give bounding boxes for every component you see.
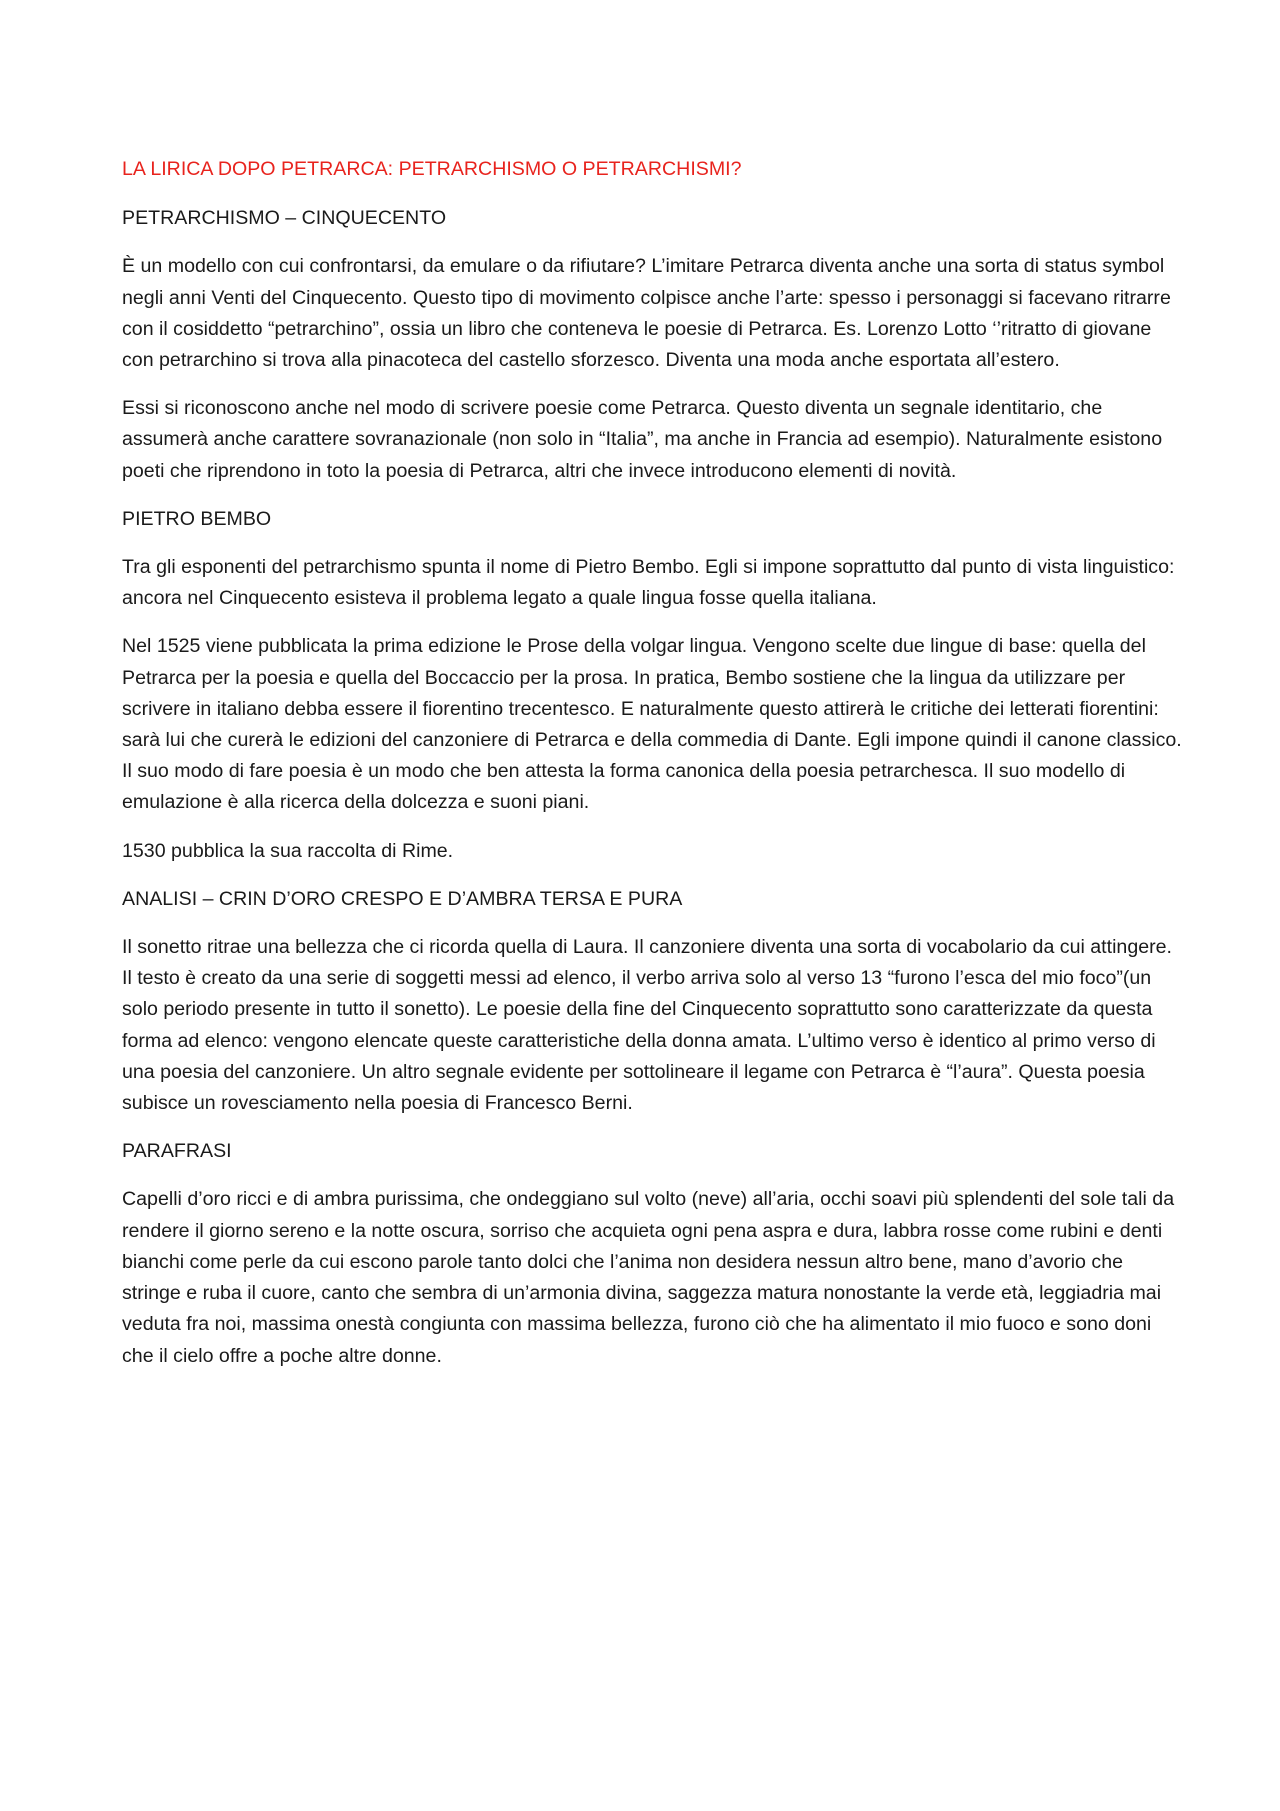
paragraph: Tra gli esponenti del petrarchismo spunta il nome di Pietro Bembo. Egli si impone soprattutto dal punto di vista linguistico: ancora nel Cinquecento esisteva il problema legato a quale lingua fosse quella italiana. [122,556,1175,610]
paragraph: 1530 pubblica la sua raccolta di Rime. [122,839,454,862]
section-heading-analisi: ANALISI – CRIN D’ORO CRESPO E D’AMBRA TERSA E PURA [122,887,683,910]
document-body [122,154,1182,1389]
section-heading-bembo: PIETRO BEMBO [122,507,272,530]
paragraph: Il sonetto ritrae una bellezza che ci ricorda quella di Laura. Il canzoniere diventa una sorta di vocabolario da cui attingere. Il testo è creato da una serie di soggetti messi ad elenco, il verbo arriva solo al verso 13 “furono l’esca del mio foco”(un solo periodo presente in tutto il sonetto). Le poesie della fine del Cinquecento soprattutto sono caratterizzate da questa forma ad elenco: vengono elencate queste caratteristiche della donna amata. L’ultimo verso è identico al primo verso di una poesia del canzoniere. Un altro segnale evidente per sottolineare il legame con Petrarca è “l’aura”. Questa poesia subisce un rovesciamento nella poesia di Francesco Berni. [122,936,1172,1115]
section-heading-petrarchismo: PETRARCHISMO – CINQUECENTO [122,207,447,230]
paragraph: È un modello con cui confrontarsi, da emulare o da rifiutare? L’imitare Petrarca diventa anche una sorta di status symbol negli anni Venti del Cinquecento. Questo tipo di movimento colpisce anche l’arte: spesso i personaggi si facevano ritrarre con il cosiddetto “petrarchino”, ossia un libro che conteneva le poesie di Petrarca. Es. Lorenzo Lotto ‘’ritratto di giovane con petrarchino si trova alla pinacoteca del castello sforzesco. Diventa una moda anche esportata all’estero. [122,255,1171,372]
paragraph: Nel 1525 viene pubblicata la prima edizione le Prose della volgar lingua. Vengono scelte due lingue di base: quella del Petrarca per la poesia e quella del Boccaccio per la prosa. In pratica, Bembo sostiene che la lingua da utilizzare per scrivere in italiano debba essere il fiorentino trecentesco. E naturalmente questo attirerà le critiche dei letterati fiorentini: sarà lui che curerà le edizioni del canzoniere di Petrarca e della commedia di Dante. Egli impone quindi il canone classico. Il suo modo di fare poesia è un modo che ben attesta la forma canonica della poesia petrarchesca. Il suo modello di emulazione è alla ricerca della dolcezza e suoni piani. [122,635,1182,814]
section-heading-parafrasi: PARAFRASI [122,1140,232,1163]
paragraph: Capelli d’oro ricci e di ambra purissima, che ondeggiano sul volto (neve) all’aria, occhi soavi più splendenti del sole tali da rendere il giorno sereno e la notte oscura, sorriso che acquieta ogni pena aspra e dura, labbra rosse come rubini e denti bianchi come perle da cui escono parole tanto dolci che l’anima non desidera nessun altro bene, mano d’avorio che stringe e ruba il cuore, canto che sembra di un’armonia divina, saggezza matura nonostante la verde età, leggiadria mai veduta fra noi, massima onestà congiunta con massima bellezza, furono ciò che ha alimentato il mio fuoco e sono doni che il cielo offre a poche altre donne. [122,1188,1175,1367]
document-title: LA LIRICA DOPO PETRARCA: PETRARCHISMO O PETRARCHISMI? [122,158,742,180]
paragraph: Essi si riconoscono anche nel modo di scrivere poesie come Petrarca. Questo diventa un segnale identitario, che assumerà anche carattere sovranazionale (non solo in “Italia”, ma anche in Francia ad esempio). Naturalmente esistono poeti che riprendono in toto la poesia di Petrarca, altri che invece introducono elementi di novità. [122,397,1163,482]
